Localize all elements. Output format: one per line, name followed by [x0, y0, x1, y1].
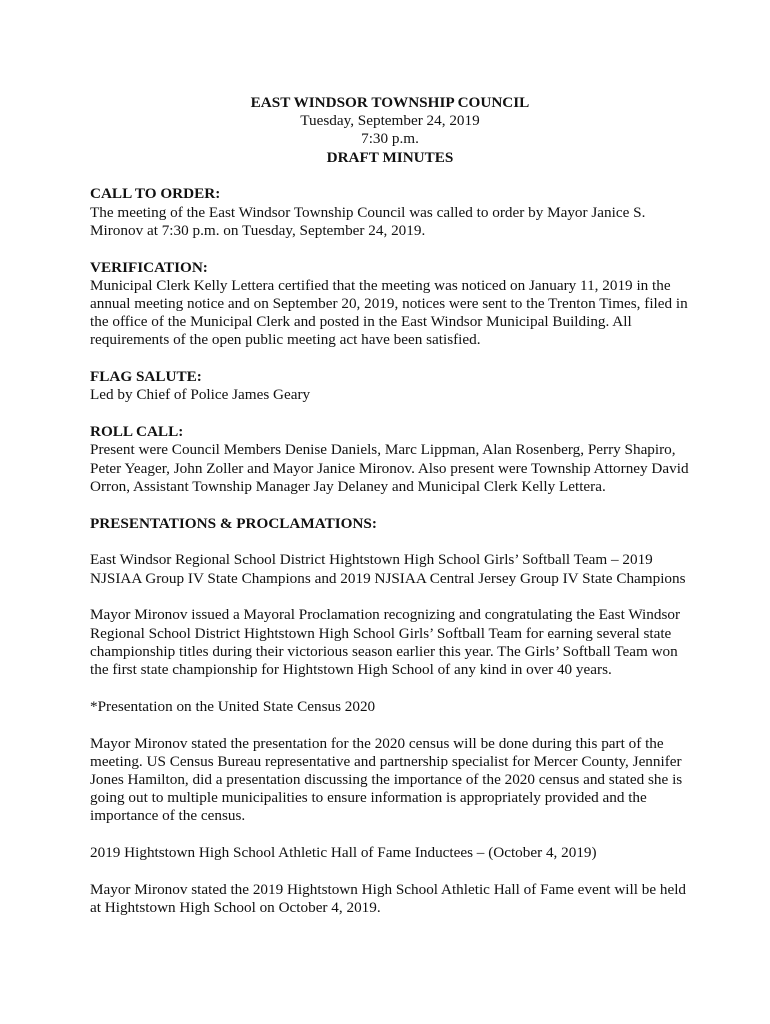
section-heading: CALL TO ORDER: — [90, 185, 221, 203]
spacer — [90, 716, 690, 735]
spacer — [90, 167, 690, 186]
meeting-time: 7:30 p.m. — [361, 130, 419, 148]
section-heading: FLAG SALUTE: — [90, 368, 202, 386]
paragraph: *Presentation on the United State Census 2020 — [90, 697, 376, 715]
paragraph: 2019 Hightstown High School Athletic Hall of Fame Inductees – (October 4, 2019) — [90, 844, 597, 862]
spacer — [90, 240, 690, 259]
section-flag-salute — [90, 368, 690, 404]
paragraph: Mayor Mironov stated the 2019 Hightstown High School Athletic Hall of Fame event will be held at Hightstown High School on October 4, 2019. — [90, 880, 687, 917]
document-subtitle: DRAFT MINUTES — [326, 148, 454, 166]
section-body: The meeting of the East Windsor Township Council was called to order by Mayor Janice S. Mironov at 7:30 p.m. on Tuesday, September 24, 2019. — [90, 203, 646, 239]
section-presentations — [90, 515, 690, 918]
meeting-date: Tuesday, September 24, 2019 — [300, 112, 480, 130]
section-call-to-order — [90, 185, 690, 240]
paragraph: East Windsor Regional School District Hightstown High School Girls’ Softball Team – 2019 NJSIAA Group IV State Champions and 2019 NJSIAA Central Jersey Group IV State Champions — [90, 551, 686, 587]
spacer — [90, 533, 690, 552]
section-heading: ROLL CALL: — [90, 423, 184, 441]
section-verification — [90, 259, 690, 350]
spacer — [90, 826, 690, 845]
paragraph: Mayor Mironov stated the presentation for the 2020 census will be done during this part of the meeting. US Census Bureau representative and partnership specialist for Mercer County, Jennifer Jones Hamilton, did a presentation discussing the importance of the 2020 census and stated she is going out to multiple municipalities to ensure information is appropriately provided and the importance of the census. — [90, 734, 683, 825]
section-heading: VERIFICATION: — [90, 258, 208, 276]
section-heading: PRESENTATIONS & PROCLAMATIONS: — [90, 514, 377, 532]
spacer — [90, 679, 690, 698]
section-body: Led by Chief of Police James Geary — [90, 386, 311, 404]
spacer — [90, 405, 690, 424]
spacer — [90, 350, 690, 369]
paragraph: Mayor Mironov issued a Mayoral Proclamation recognizing and congratulating the East Windsor Regional School District Hightstown High School Girls’ Softball Team for earning several state championship titles during their victorious season earlier this year. The Girls’ Softball Team won the first state championship for Hightstown High School of any kind in over 40 years. — [90, 606, 681, 678]
spacer — [90, 862, 690, 881]
section-body: Present were Council Members Denise Daniels, Marc Lippman, Alan Rosenberg, Perry Shapiro, Peter Yeager, John Zoller and Mayor Janice Mironov. Also present were Township Attorney David Orron, Assistant Township Manager Jay Delaney and Municipal Clerk Kelly Lettera. — [90, 441, 689, 495]
council-title: EAST WINDSOR TOWNSHIP COUNCIL — [250, 94, 530, 111]
section-body: Municipal Clerk Kelly Lettera certified that the meeting was noticed on January 11, 2019 in the annual meeting notice and on September 20, 2019, notices were sent to the Trenton Times, filed in the office of the Municipal Clerk and posted in the East Windsor Municipal Building. All requirements of the open public meeting act have been satisfied. — [90, 276, 688, 349]
document-page — [90, 94, 690, 917]
section-roll-call — [90, 423, 690, 496]
spacer — [90, 588, 690, 607]
spacer — [90, 496, 690, 515]
document-header — [90, 94, 690, 167]
